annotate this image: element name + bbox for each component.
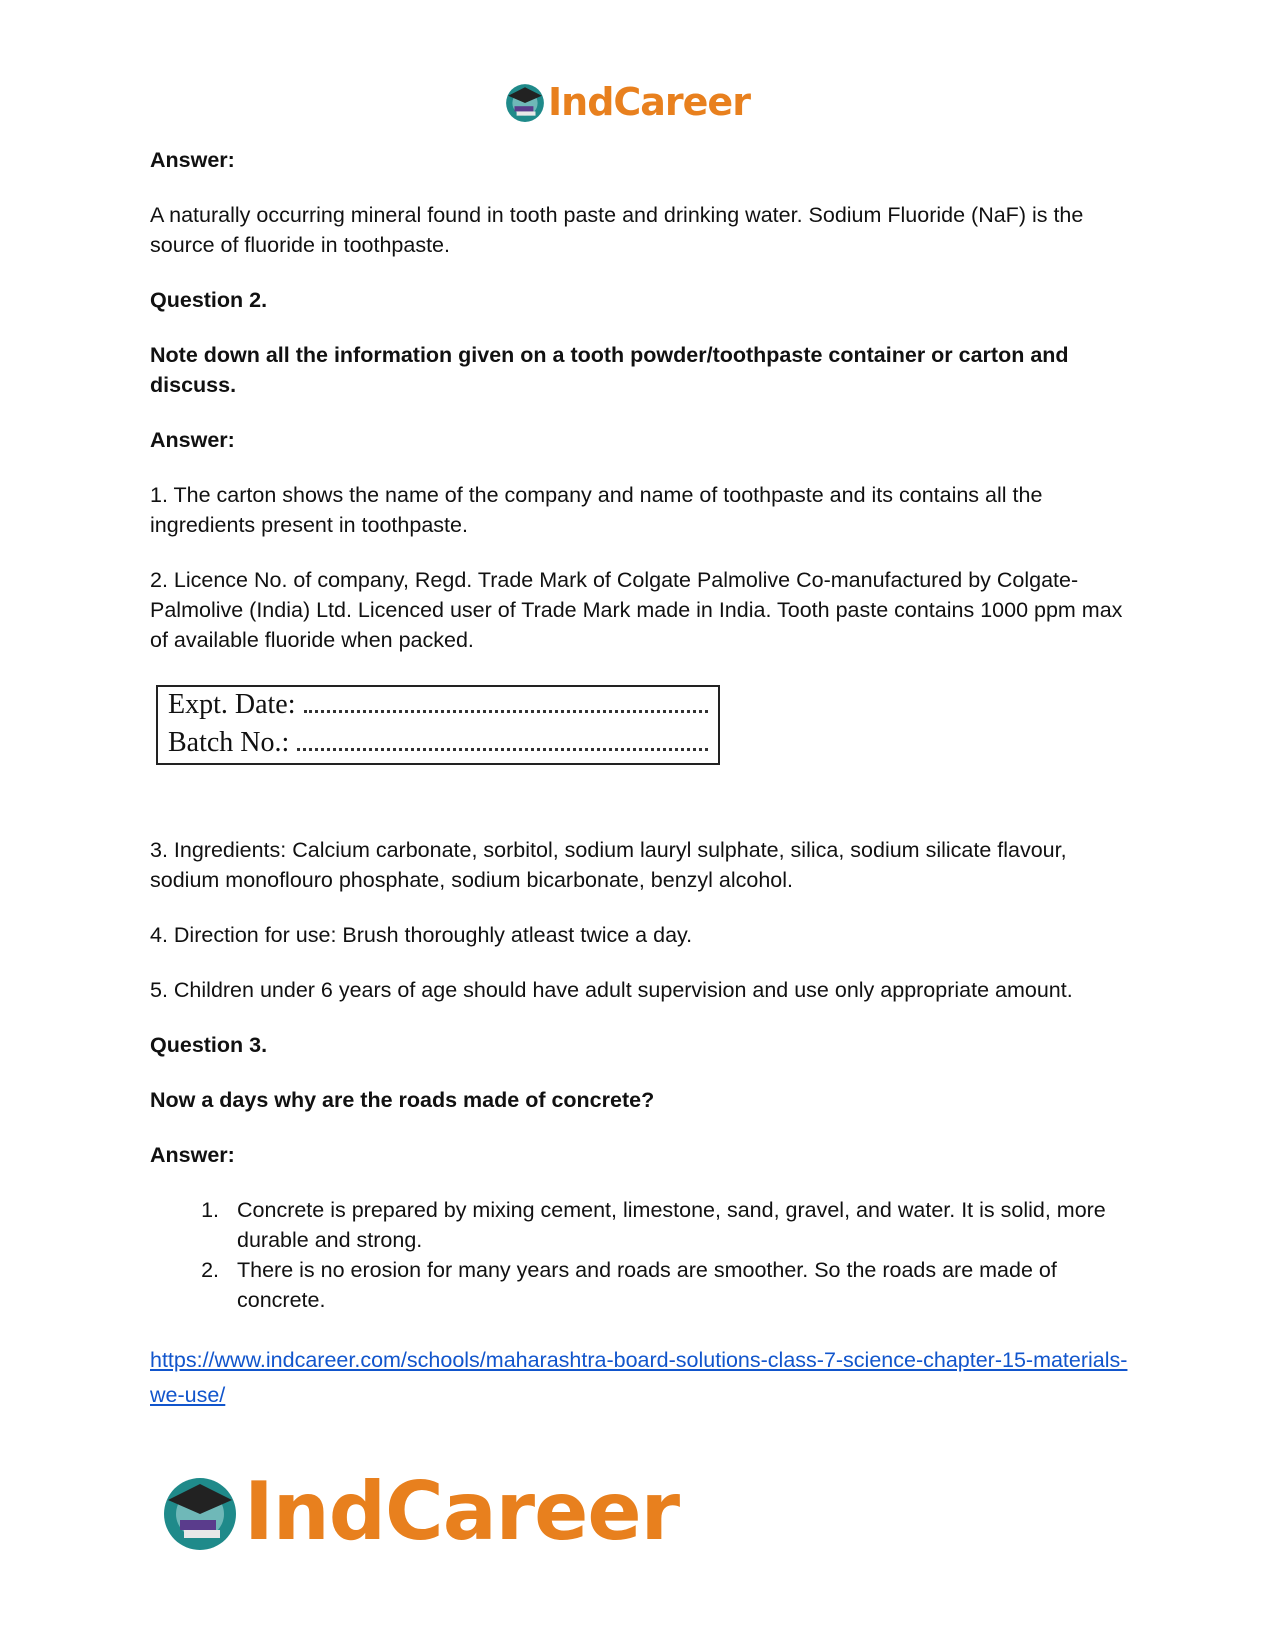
header-logo bbox=[504, 80, 750, 124]
answer-paragraph: A naturally occurring mineral found in tooth paste and drinking water. Sodium Fluoride (NaF) is the source of fluoride in toothpaste. bbox=[150, 203, 1084, 257]
answer-label: Answer: bbox=[150, 428, 235, 452]
batch-number-row bbox=[168, 727, 708, 765]
graduation-globe-icon bbox=[504, 81, 546, 123]
source-link[interactable]: https://www.indcareer.com/schools/maharashtra-board-solutions-class-7-science-chapter-15-materials-we-use/ bbox=[150, 1348, 1128, 1407]
question-text: Now a days why are the roads made of concrete? bbox=[150, 1088, 655, 1112]
answer-item: 2. Licence No. of company, Regd. Trade Mark of Colgate Palmolive Co-manufactured by Colgate-Palmolive (India) Ltd. Licenced user of Trade Mark made in India. Tooth paste contains 1000 ppm max of available fluoride when packed. bbox=[150, 568, 1123, 652]
answer-item: 1. The carton shows the name of the company and name of toothpaste and its contains all the ingredients present in toothpaste. bbox=[150, 483, 1043, 537]
footer-logo-text: IndCareer bbox=[244, 1465, 680, 1558]
expiry-batch-box bbox=[156, 685, 720, 765]
answer-item: 5. Children under 6 years of age should have adult supervision and use only appropriate amount. bbox=[150, 978, 1073, 1002]
expiry-batch-image bbox=[156, 685, 1130, 765]
question-label: Question 3. bbox=[150, 1033, 268, 1057]
answer-label: Answer: bbox=[150, 148, 235, 172]
footer-logo bbox=[160, 1465, 679, 1558]
answer-item: 4. Direction for use: Brush thoroughly atleast twice a day. bbox=[150, 923, 693, 947]
question-text: Note down all the information given on a tooth powder/toothpaste container or carton and discuss. bbox=[150, 343, 1069, 397]
dotted-line bbox=[297, 728, 708, 751]
dotted-line bbox=[304, 690, 708, 713]
answer-item: 3. Ingredients: Calcium carbonate, sorbitol, sodium lauryl sulphate, silica, sodium silicate flavour, sodium monoflouro phosphate, sodium bicarbonate, benzyl alcohol. bbox=[150, 838, 1067, 892]
expiry-date-label: Expt. Date: bbox=[168, 689, 296, 720]
document-body bbox=[150, 145, 1130, 1413]
expiry-date-row bbox=[168, 689, 708, 727]
list-item: 1. Concrete is prepared by mixing cement, limestone, sand, gravel, and water. It is solid, more durable and strong. bbox=[225, 1195, 1130, 1255]
header-logo-text: IndCareer bbox=[548, 80, 750, 124]
question-label: Question 2. bbox=[150, 288, 268, 312]
answer-list bbox=[150, 1195, 1130, 1315]
batch-number-label: Batch No.: bbox=[168, 727, 290, 758]
answer-label: Answer: bbox=[150, 1143, 235, 1167]
list-item: 2. There is no erosion for many years and roads are smoother. So the roads are made of concrete. bbox=[225, 1255, 1130, 1315]
graduation-globe-icon bbox=[160, 1472, 240, 1552]
